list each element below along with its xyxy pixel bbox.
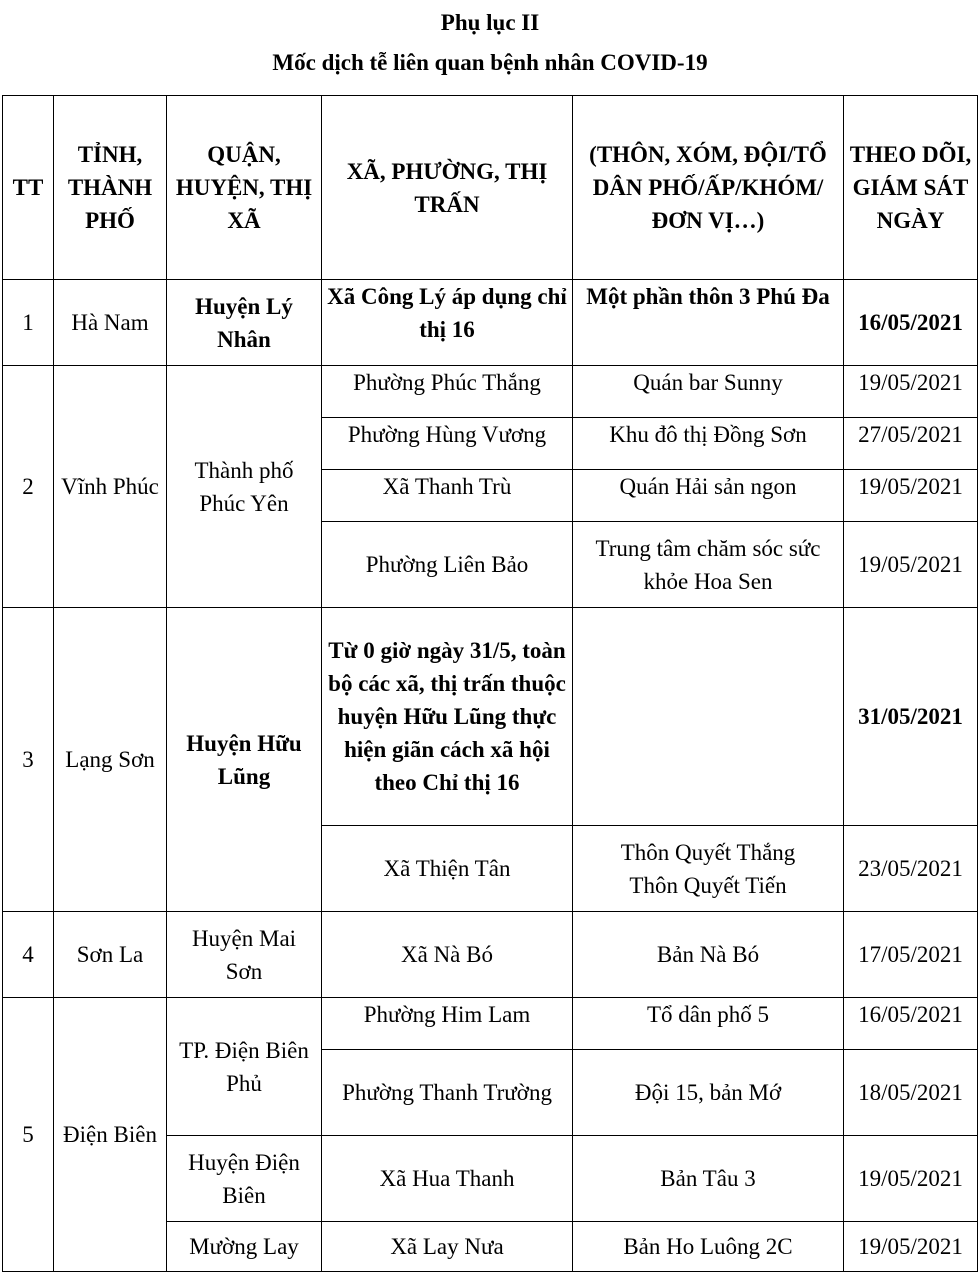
cell-commune: Xã Thanh Trù <box>322 470 573 522</box>
header-tt: TT <box>3 96 54 280</box>
document-subtitle: Mốc dịch tễ liên quan bệnh nhân COVID-19 <box>272 50 708 75</box>
cell-province: Lạng Sơn <box>54 608 167 912</box>
cell-commune: Xã Lay Nưa <box>322 1222 573 1272</box>
table-row <box>3 366 978 418</box>
cell-tt: 2 <box>3 366 54 608</box>
header-province: TỈNH, THÀNH PHỐ <box>54 96 167 280</box>
cell-place: Bản Ho Luông 2C <box>573 1222 844 1272</box>
epidemiology-table <box>2 95 978 1272</box>
cell-date: 16/05/2021 <box>844 998 978 1050</box>
header-commune: XÃ, PHƯỜNG, THỊ TRẤN <box>322 96 573 280</box>
cell-date: 23/05/2021 <box>844 826 978 912</box>
cell-district: Huyện Điện Biên <box>167 1136 322 1222</box>
cell-date: 18/05/2021 <box>844 1050 978 1136</box>
cell-date: 17/05/2021 <box>844 912 978 998</box>
cell-date: 19/05/2021 <box>844 366 978 418</box>
cell-tt: 4 <box>3 912 54 998</box>
cell-commune: Phường Thanh Trường <box>322 1050 573 1136</box>
header-date: THEO DÕI, GIÁM SÁT NGÀY <box>844 96 978 280</box>
cell-place: Một phần thôn 3 Phú Đa <box>573 280 844 366</box>
cell-commune: Xã Nà Bó <box>322 912 573 998</box>
cell-province: Sơn La <box>54 912 167 998</box>
cell-tt: 3 <box>3 608 54 912</box>
cell-date: 19/05/2021 <box>844 1222 978 1272</box>
table-row <box>3 608 978 826</box>
cell-province: Điện Biên <box>54 998 167 1272</box>
cell-commune: Từ 0 giờ ngày 31/5, toàn bộ các xã, thị trấn thuộc huyện Hữu Lũng thực hiện giãn cách xã hội theo Chỉ thị 16 <box>322 608 573 826</box>
table-row <box>3 998 978 1050</box>
cell-tt: 1 <box>3 280 54 366</box>
cell-date: 19/05/2021 <box>844 1136 978 1222</box>
cell-commune: Xã Hua Thanh <box>322 1136 573 1222</box>
cell-district: Mường Lay <box>167 1222 322 1272</box>
cell-place <box>573 608 844 826</box>
cell-district: Thành phố Phúc Yên <box>167 366 322 608</box>
document-title: Phụ lục II <box>440 10 540 35</box>
header-district: QUẬN, HUYỆN, THỊ XÃ <box>167 96 322 280</box>
cell-place: Bản Tâu 3 <box>573 1136 844 1222</box>
cell-place: Quán bar Sunny <box>573 366 844 418</box>
cell-district: TP. Điện Biên Phủ <box>167 998 322 1136</box>
cell-date: 31/05/2021 <box>844 608 978 826</box>
cell-tt: 5 <box>3 998 54 1272</box>
table-row <box>3 912 978 998</box>
cell-commune: Phường Liên Bảo <box>322 522 573 608</box>
cell-commune: Xã Thiện Tân <box>322 826 573 912</box>
cell-province: Hà Nam <box>54 280 167 366</box>
cell-district: Huyện Lý Nhân <box>167 280 322 366</box>
place-line: Thôn Quyết Thắng <box>620 839 796 865</box>
cell-commune: Phường Him Lam <box>322 998 573 1050</box>
cell-place: Trung tâm chăm sóc sức khỏe Hoa Sen <box>573 522 844 608</box>
header-place: (THÔN, XÓM, ĐỘI/TỔ DÂN PHỐ/ẤP/KHÓM/ĐƠN VỊ…) <box>573 96 844 280</box>
cell-place: Tổ dân phố 5 <box>573 998 844 1050</box>
cell-date: 16/05/2021 <box>844 280 978 366</box>
table-header-row <box>3 96 978 280</box>
cell-district: Huyện Mai Sơn <box>167 912 322 998</box>
cell-district: Huyện Hữu Lũng <box>167 608 322 912</box>
cell-place: Đội 15, bản Mớ <box>573 1050 844 1136</box>
place-line: Thôn Quyết Tiến <box>629 872 787 898</box>
cell-date: 27/05/2021 <box>844 418 978 470</box>
cell-province: Vĩnh Phúc <box>54 366 167 608</box>
cell-place: Khu đô thị Đồng Sơn <box>573 418 844 470</box>
cell-commune: Phường Phúc Thắng <box>322 366 573 418</box>
cell-place <box>573 826 844 912</box>
cell-date: 19/05/2021 <box>844 522 978 608</box>
cell-date: 19/05/2021 <box>844 470 978 522</box>
cell-place: Bản Nà Bó <box>573 912 844 998</box>
cell-place: Quán Hải sản ngon <box>573 470 844 522</box>
cell-commune: Xã Công Lý áp dụng chỉ thị 16 <box>322 280 573 366</box>
cell-commune: Phường Hùng Vương <box>322 418 573 470</box>
table-row <box>3 280 978 366</box>
